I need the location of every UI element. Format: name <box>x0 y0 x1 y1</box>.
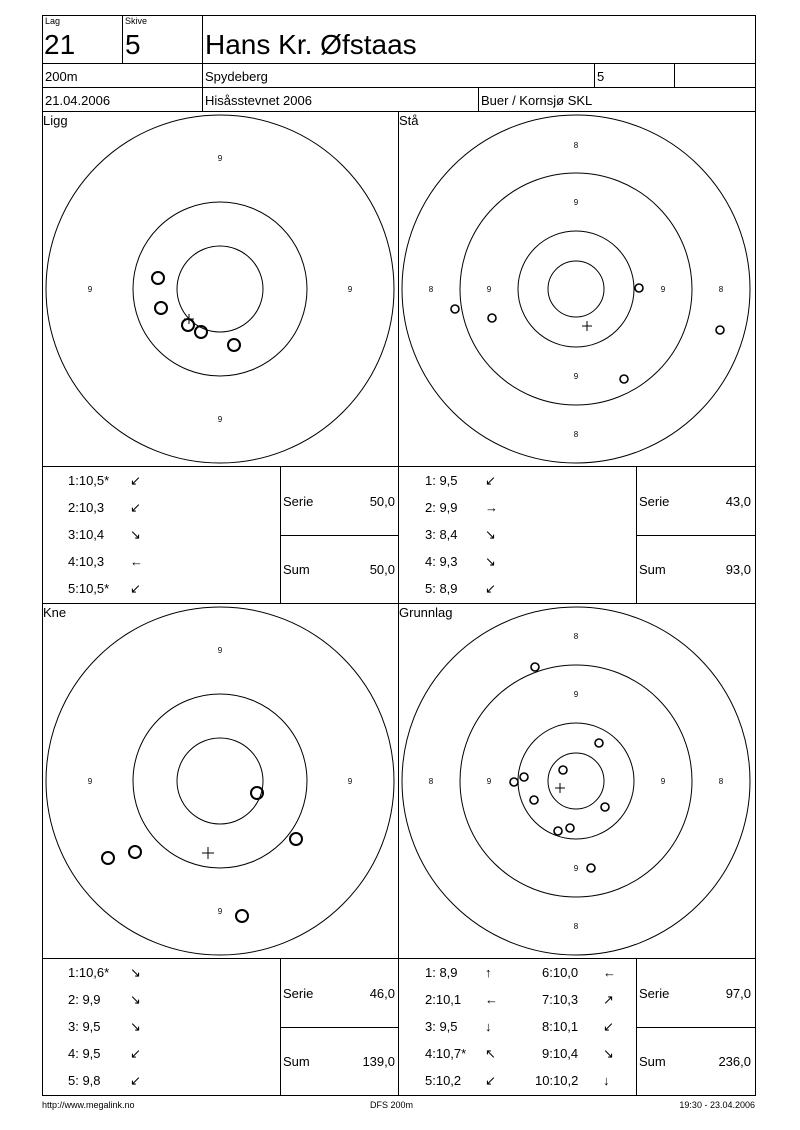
ring-middle <box>133 202 307 376</box>
direction-arrow-icon: → <box>485 500 498 515</box>
shot-hole <box>635 284 643 292</box>
sum-value: 50,0 <box>369 562 395 577</box>
direction-arrow-icon: ↙ <box>603 1019 614 1034</box>
ring-middle <box>460 665 692 897</box>
direction-arrow-icon: ↙ <box>130 1073 141 1088</box>
ring-number: 8 <box>573 632 579 641</box>
direction-arrow-icon: ↙ <box>130 473 141 488</box>
skive-value: 5 <box>125 29 141 60</box>
ring-outer <box>46 607 394 955</box>
shot-hole <box>182 319 194 331</box>
shot-hole <box>228 339 240 351</box>
direction-arrow-icon: ↖ <box>485 1046 496 1061</box>
direction-arrow-icon: ↙ <box>130 1046 141 1061</box>
serie-value: 46,0 <box>369 986 395 1001</box>
serie-label: Serie <box>283 986 314 1001</box>
ring-number: 9 <box>87 777 93 786</box>
shot-hole <box>620 375 628 383</box>
ring-inner <box>518 723 634 839</box>
ring-number: 9 <box>217 646 223 655</box>
shot-hole <box>587 864 595 872</box>
shot-hole <box>129 846 141 858</box>
event-name: Hisåsstevnet 2006 <box>205 93 312 108</box>
sum-label: Sum <box>639 562 666 577</box>
serie-label: Serie <box>639 494 670 509</box>
direction-arrow-icon: ↙ <box>485 581 496 596</box>
target-grunnlag <box>399 604 754 958</box>
ring-number: 9 <box>573 864 579 873</box>
center-mark <box>582 321 592 331</box>
shot-hole <box>531 663 539 671</box>
ring-number: 9 <box>217 154 223 163</box>
direction-arrow-icon: ← <box>130 554 143 569</box>
ring-number: 9 <box>573 372 579 381</box>
panel-label-ligg: Ligg <box>43 113 68 128</box>
sum-value: 93,0 <box>725 562 751 577</box>
lag-label: Lag <box>45 16 61 26</box>
direction-arrow-icon: ↘ <box>485 527 496 542</box>
direction-arrow-icon: ↙ <box>130 581 141 596</box>
shooter-name: Hans Kr. Øfstaas <box>205 29 417 60</box>
shot-hole <box>488 314 496 322</box>
ring-number: 9 <box>573 690 579 699</box>
shot-hole <box>510 778 518 786</box>
serie-value: 97,0 <box>725 986 751 1001</box>
date: 21.04.2006 <box>45 93 111 108</box>
direction-arrow-icon: ↓ <box>485 1019 492 1034</box>
distance: 200m <box>45 69 78 84</box>
target-ligg <box>43 112 398 466</box>
ring-number: 8 <box>428 777 434 786</box>
serie-value: 43,0 <box>725 494 751 509</box>
sum-value: 139,0 <box>362 1054 395 1069</box>
ring-center <box>548 261 604 317</box>
ring-outer <box>46 115 394 463</box>
direction-arrow-icon: ← <box>485 992 498 1007</box>
direction-arrow-icon: ↘ <box>130 992 141 1007</box>
ring-inner <box>177 738 263 824</box>
ring-center <box>548 753 604 809</box>
shot-hole <box>290 833 302 845</box>
serie-label: Serie <box>283 494 314 509</box>
target-sta <box>399 112 754 466</box>
ring-middle <box>133 694 307 868</box>
ring-number: 9 <box>347 285 353 294</box>
ring-number: 9 <box>573 198 579 207</box>
direction-arrow-icon: ↗ <box>603 992 614 1007</box>
ring-number: 9 <box>347 777 353 786</box>
serie-label: Serie <box>639 986 670 1001</box>
ring-number: 9 <box>660 285 666 294</box>
serie-value: 50,0 <box>369 494 395 509</box>
direction-arrow-icon: ← <box>603 965 616 980</box>
lag-value: 21 <box>44 29 76 60</box>
shot-hole <box>520 773 528 781</box>
direction-arrow-icon: ↘ <box>485 554 496 569</box>
ring-number: 9 <box>486 777 492 786</box>
center-mark <box>202 847 214 859</box>
footer-timestamp: 19:30 - 23.04.2006 <box>679 1100 755 1110</box>
shot-hole <box>601 803 609 811</box>
ring-number: 8 <box>428 285 434 294</box>
panel-label-grunnlag: Grunnlag <box>399 605 453 620</box>
shot-hole <box>595 739 603 747</box>
skive-label: Skive <box>125 16 148 26</box>
team-club: Buer / Kornsjø SKL <box>481 93 593 108</box>
class-value: 5 <box>597 69 605 84</box>
ring-number: 9 <box>217 415 223 424</box>
ring-number: 8 <box>573 430 579 439</box>
direction-arrow-icon: ↙ <box>485 1073 496 1088</box>
direction-arrow-icon: ↓ <box>603 1073 610 1088</box>
ring-number: 8 <box>573 922 579 931</box>
shot-hole <box>554 827 562 835</box>
center-mark <box>555 783 565 793</box>
shot-hole <box>155 302 167 314</box>
shot-hole <box>102 852 114 864</box>
direction-arrow-icon: ↙ <box>485 473 496 488</box>
target-kne <box>43 604 398 958</box>
sum-label: Sum <box>283 1054 310 1069</box>
shot-hole <box>152 272 164 284</box>
panel-label-sta: Stå <box>399 113 419 128</box>
ring-outer <box>402 115 750 463</box>
ring-inner <box>518 231 634 347</box>
direction-arrow-icon: ↘ <box>603 1046 614 1061</box>
footer-center: DFS 200m <box>370 1100 414 1110</box>
club-place: Spydeberg <box>205 69 268 84</box>
shot-hole <box>530 796 538 804</box>
shot-hole <box>716 326 724 334</box>
direction-arrow-icon: ↘ <box>130 527 141 542</box>
ring-number: 8 <box>718 285 724 294</box>
sum-label: Sum <box>283 562 310 577</box>
shot-hole <box>559 766 567 774</box>
direction-arrow-icon: ↘ <box>130 1019 141 1034</box>
ring-outer <box>402 607 750 955</box>
ring-number: 9 <box>217 907 223 916</box>
ring-middle <box>460 173 692 405</box>
shot-hole <box>566 824 574 832</box>
ring-number: 8 <box>573 141 579 150</box>
direction-arrow-icon: ↑ <box>485 965 492 980</box>
panel-label-kne: Kne <box>43 605 67 620</box>
direction-arrow-icon: ↘ <box>130 965 141 980</box>
ring-number: 9 <box>486 285 492 294</box>
direction-arrow-icon: ↙ <box>130 500 141 515</box>
ring-number: 9 <box>660 777 666 786</box>
shot-hole <box>236 910 248 922</box>
ring-number: 9 <box>87 285 93 294</box>
ring-number: 8 <box>718 777 724 786</box>
shot-hole <box>451 305 459 313</box>
sum-label: Sum <box>639 1054 666 1069</box>
footer-url[interactable]: http://www.megalink.no <box>42 1100 135 1110</box>
sum-value: 236,0 <box>718 1054 751 1069</box>
